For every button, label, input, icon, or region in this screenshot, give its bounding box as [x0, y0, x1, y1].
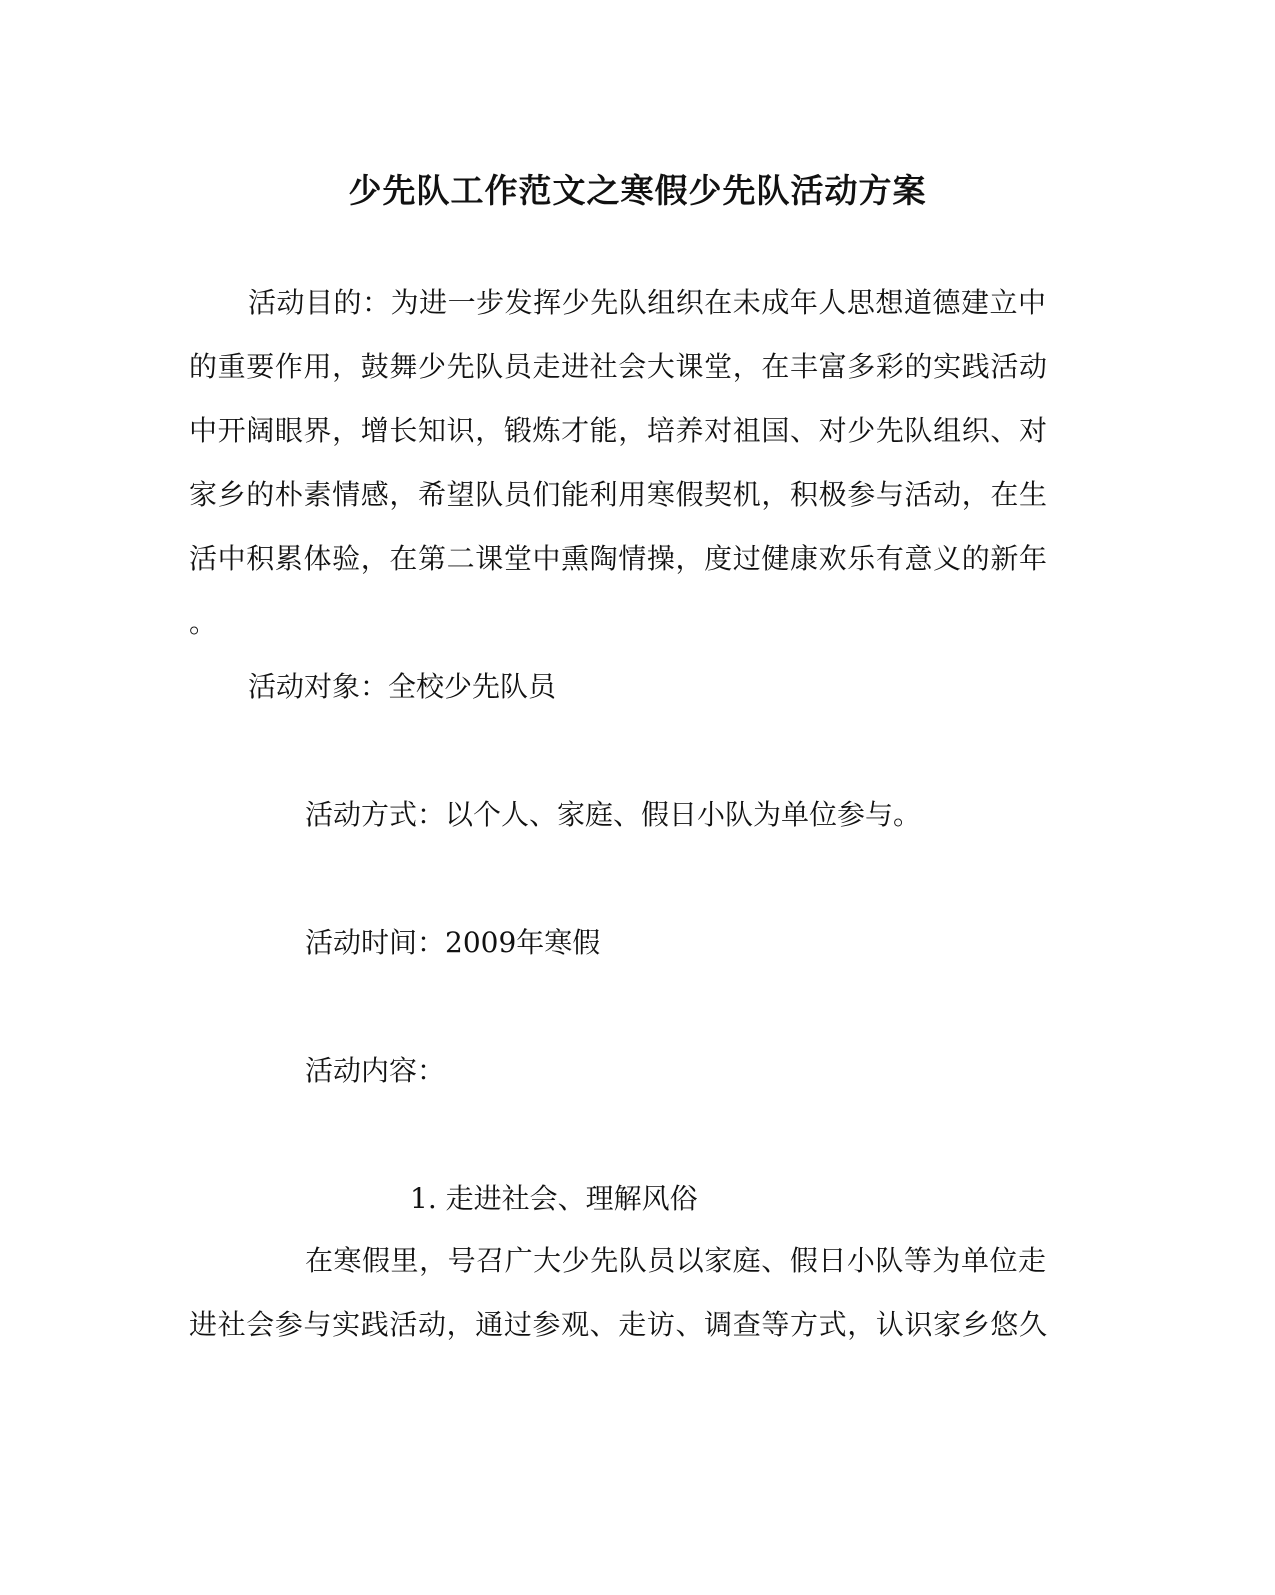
document-title: 少先队工作范文之寒假少先队活动方案	[348, 171, 927, 210]
section-1-heading: 1. 走进社会、理解风俗	[410, 1182, 698, 1215]
purpose-line-3: 中开阔眼界，增长知识，锻炼才能，培养对祖国、对少先队组织、对	[189, 414, 1047, 447]
activity-target: 活动对象：全校少先队员	[248, 670, 557, 703]
section-1-line-1: 在寒假里，号召广大少先队员以家庭、假日小队等为单位走	[305, 1244, 1046, 1277]
purpose-line-1: 活动目的：为进一步发挥少先队组织在未成年人思想道德建立中	[248, 286, 1046, 319]
activity-time: 活动时间：2009年寒假	[305, 926, 601, 959]
section-1-line-2: 进社会参与实践活动，通过参观、走访、调查等方式，认识家乡悠久	[189, 1308, 1047, 1341]
purpose-line-2: 的重要作用，鼓舞少先队员走进社会大课堂，在丰富多彩的实践活动	[189, 350, 1047, 383]
purpose-line-6: 。	[189, 606, 218, 639]
purpose-line-5: 活中积累体验，在第二课堂中熏陶情操，度过健康欢乐有意义的新年	[189, 542, 1047, 575]
activity-content-label: 活动内容：	[305, 1054, 446, 1087]
purpose-line-4: 家乡的朴素情感，希望队员们能利用寒假契机，积极参与活动，在生	[189, 478, 1047, 511]
activity-method: 活动方式：以个人、家庭、假日小队为单位参与。	[305, 798, 922, 831]
